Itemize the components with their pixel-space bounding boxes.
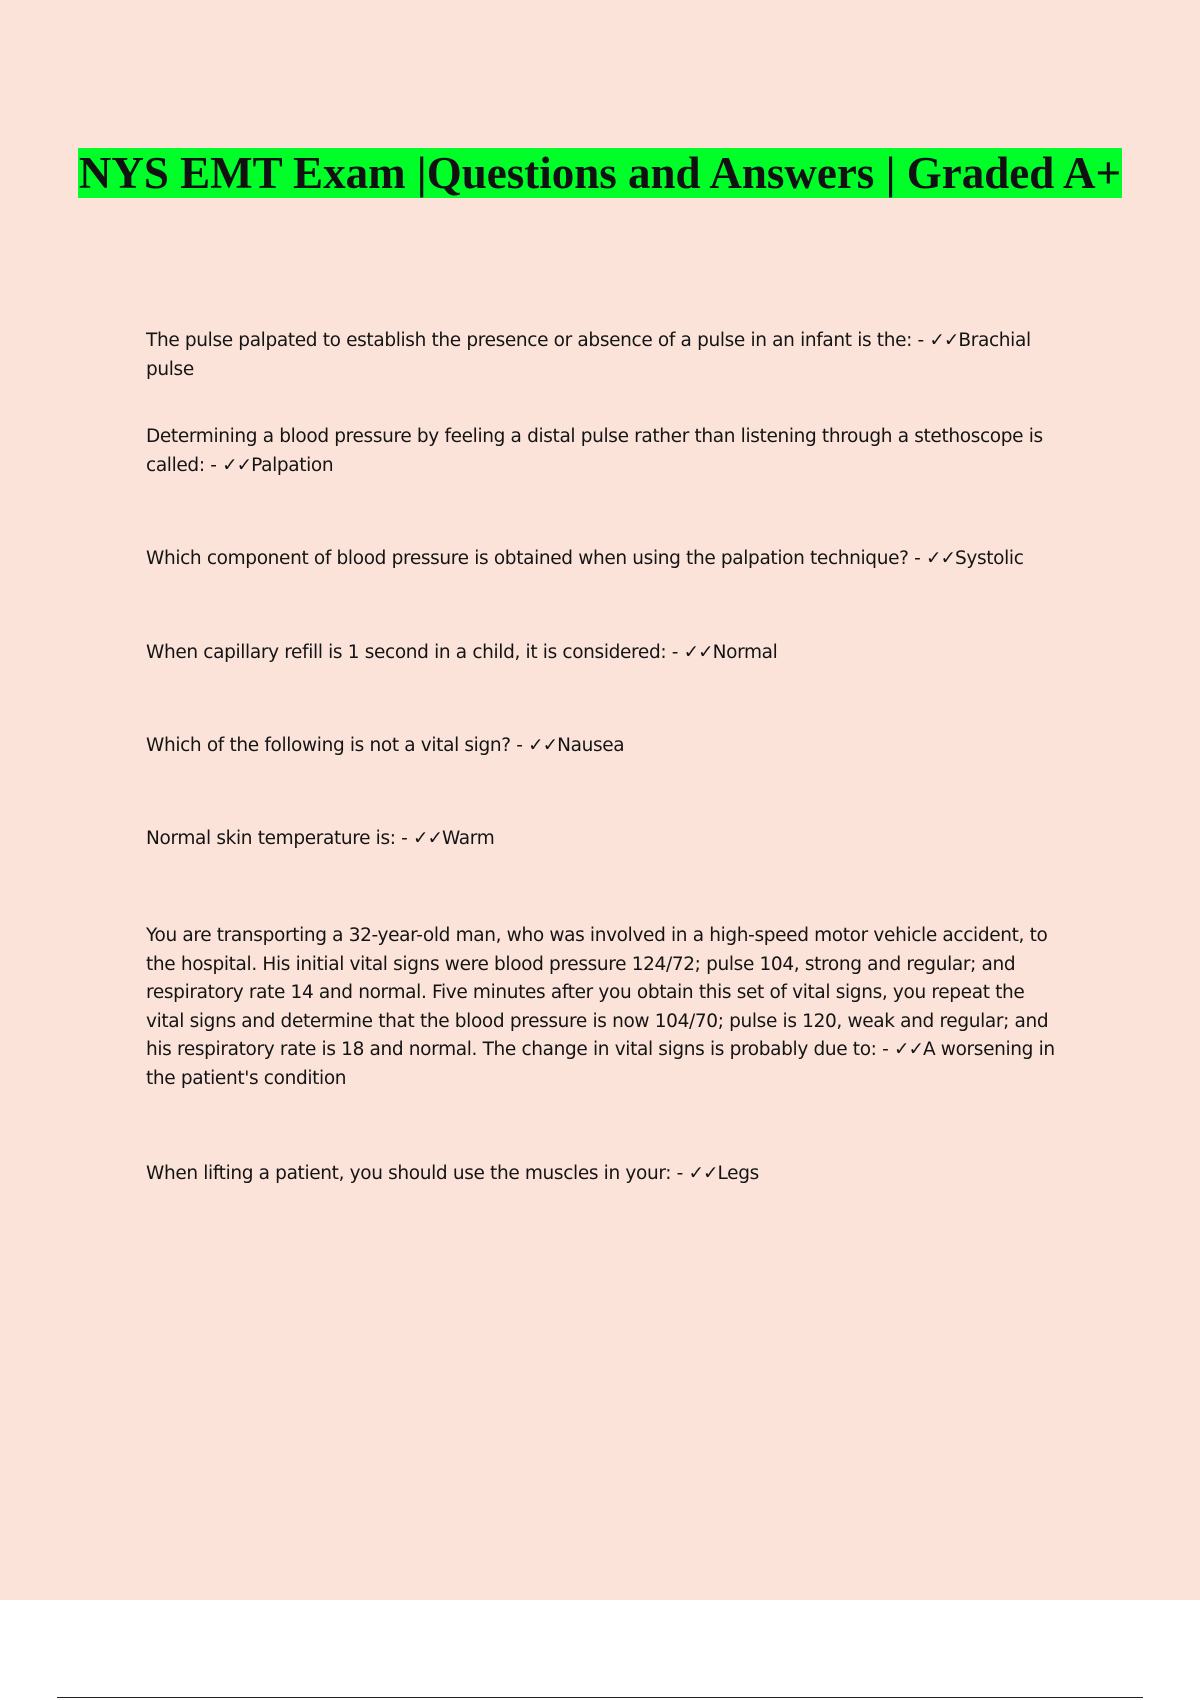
qa-item [146,825,1066,854]
answer-text: A worsening in the patient's condition [146,1039,1055,1089]
question-text: Which component of blood pressure is obtained when using the palpation technique? [146,548,909,569]
qa-item [146,1160,1066,1189]
question-text: Normal skin temperature is: [146,828,396,849]
answer-text: Warm [442,828,495,849]
question-text: Which of the following is not a vital sign? [146,735,511,756]
answer-text: Legs [717,1163,759,1184]
qa-item [146,423,1066,480]
qa-item [146,732,1066,761]
check-mark-icon: ✓✓ [683,642,713,663]
separator: - [912,330,930,351]
qa-item [146,922,1066,1093]
separator: - [204,454,223,476]
check-mark-icon: ✓✓ [929,330,959,351]
question-text: Determining a blood pressure by feeling a distal pulse rather than listening through a stethoscope is called: [146,426,1043,476]
question-text: When lifting a patient, you should use the muscles in your: [146,1163,672,1184]
document-title: NYS EMT Exam |Questions and Answers | Graded A+ [78,148,1122,198]
answer-text: Nausea [557,735,625,756]
title-block [0,146,1200,201]
separator: - [908,548,926,569]
check-mark-icon: ✓✓ [925,548,955,569]
check-mark-icon: ✓✓ [528,735,558,756]
separator: - [876,1039,894,1060]
qa-item [146,639,1066,668]
check-mark-icon: ✓✓ [688,1163,718,1184]
separator: - [510,735,529,756]
qa-item [146,327,1066,384]
separator: - [671,1163,689,1184]
separator: - [666,642,684,663]
question-text: The pulse palpated to establish the presence or absence of a pulse in an infant is the: [146,330,912,351]
answer-text: Systolic [954,548,1024,569]
check-mark-icon: ✓✓ [893,1039,923,1060]
answer-text: Palpation [251,454,334,476]
footer-divider [57,1697,1143,1698]
answer-text: Normal [712,642,778,663]
question-text: When capillary refill is 1 second in a child, it is considered: [146,642,667,663]
question-text: You are transporting a 32-year-old man, who was involved in a high-speed motor vehicle accident, to the hospital. His initial vital signs were blood pressure 124/72; pulse 104, strong and regular; and respiratory rate 14 and normal. Five minutes after you obtain this set of vital signs, you repeat the vital signs and determine that the blood pressure is now 104/70; pulse is 120, weak and regular; and his respiratory rate is 18 and normal. The change in vital signs is probably due to: [146,925,1049,1060]
separator: - [395,828,414,849]
qa-item [146,545,1066,574]
check-mark-icon: ✓✓ [222,454,252,476]
check-mark-icon: ✓✓ [413,828,443,849]
answer-text: Brachial pulse [146,330,1031,380]
